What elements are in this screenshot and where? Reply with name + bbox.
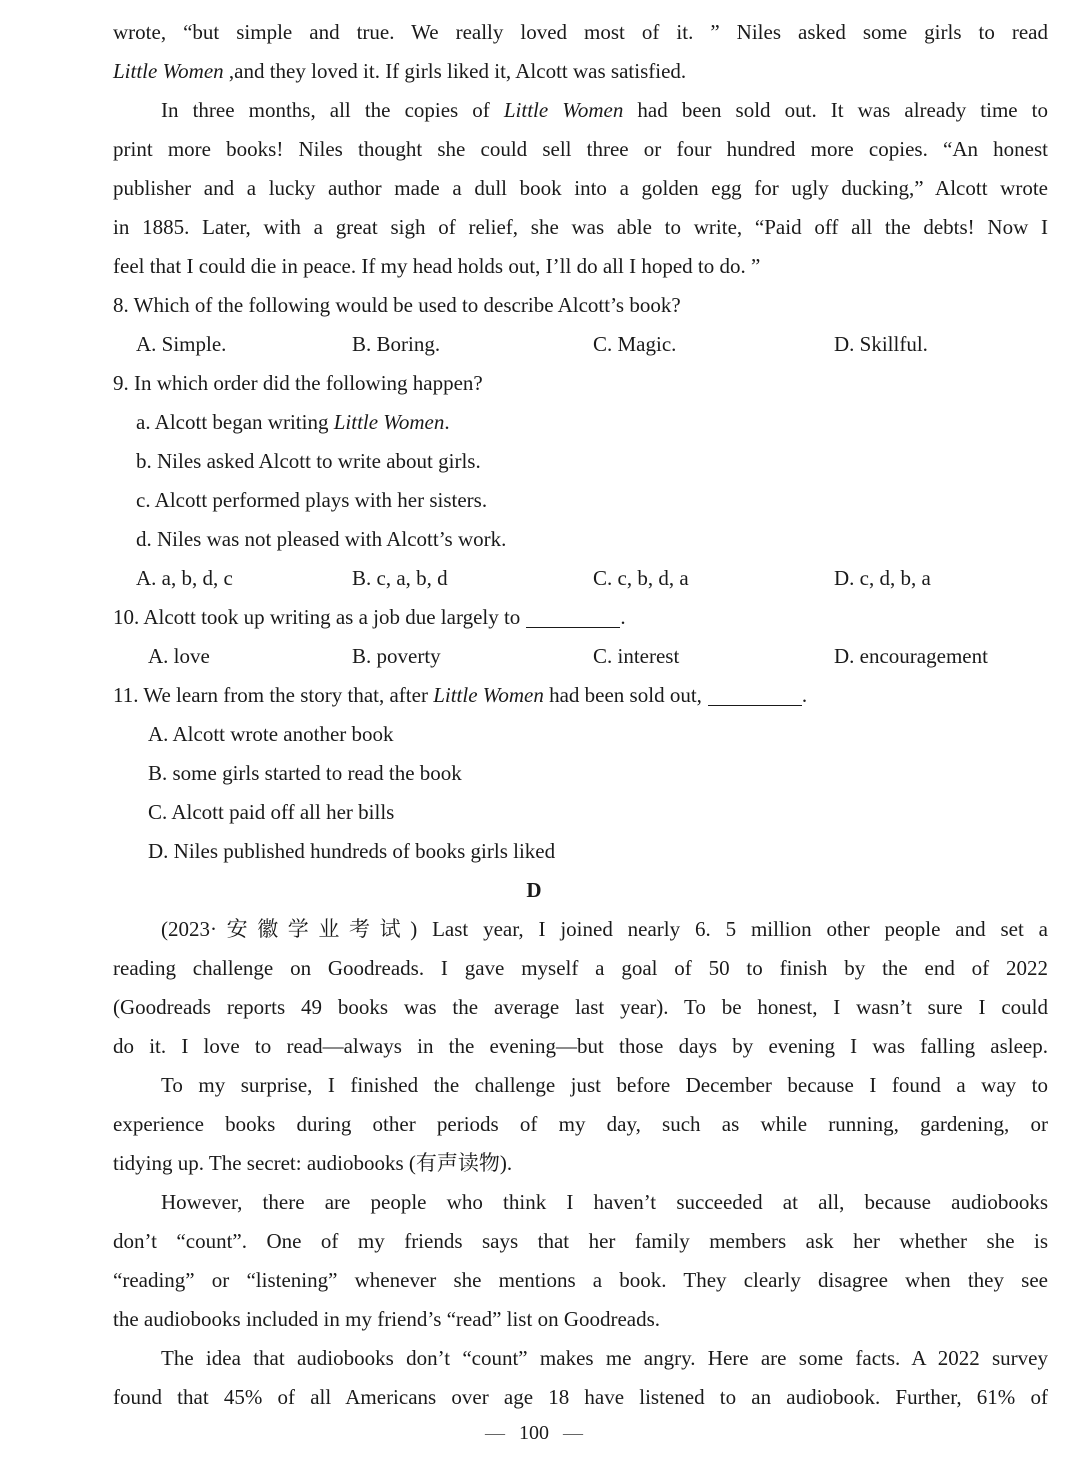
q10-option-a[interactable]: A. love	[148, 644, 210, 668]
book-title: Little Women	[433, 683, 544, 707]
answer-blank[interactable]	[526, 605, 620, 628]
passage-line: in 1885. Later, with a great sigh of relief, she was able to write, “Paid off all the debts! Now I	[113, 215, 1048, 239]
question-8-stem: 8. Which of the following would be used to describe Alcott’s book?	[113, 293, 681, 317]
q11-option-a[interactable]: A. Alcott wrote another book	[148, 722, 394, 746]
q10-option-c[interactable]: C. interest	[593, 644, 680, 668]
passage-line: don’t “count”. One of my friends says that her family members ask her whether she is	[113, 1229, 1048, 1253]
passage-line: However, there are people who think I haven’t succeeded at all, because audiobooks	[161, 1190, 1048, 1214]
q9-option-c[interactable]: C. c, b, d, a	[593, 566, 689, 590]
q9-item-c: c. Alcott performed plays with her sisters.	[136, 488, 488, 512]
q9-item-d: d. Niles was not pleased with Alcott’s work.	[136, 527, 507, 551]
passage-line: To my surprise, I finished the challenge just before December because I found a way to	[161, 1073, 1048, 1097]
question-9-stem: 9. In which order did the following happen?	[113, 371, 483, 395]
q10-option-b[interactable]: B. poverty	[352, 644, 441, 668]
passage-line: found that 45% of all Americans over age 18 have listened to an audiobook. Further, 61% of	[113, 1385, 1048, 1409]
q10-option-d[interactable]: D. encouragement	[834, 644, 988, 668]
answer-blank[interactable]	[708, 683, 802, 706]
passage-line: “reading” or “listening” whenever she mentions a book. They clearly disagree when they see	[113, 1268, 1048, 1292]
passage-line: In three months, all the copies of Little Women had been sold out. It was already time to	[161, 98, 1049, 122]
q8-option-d[interactable]: D. Skillful.	[834, 332, 928, 356]
q11-option-c[interactable]: C. Alcott paid off all her bills	[148, 800, 395, 824]
q8-option-b[interactable]: B. Boring.	[352, 332, 441, 356]
passage-line: wrote, “but simple and true. We really loved most of it. ” Niles asked some girls to read	[113, 20, 1048, 44]
passage-line: do it. I love to read—always in the evening—but those days by evening I was falling asleep.	[113, 1034, 1048, 1058]
question-10-stem: 10. Alcott took up writing as a job due largely to .	[113, 605, 626, 629]
passage-line: feel that I could die in peace. If my head holds out, I’ll do all I hoped to do. ”	[113, 254, 761, 278]
footer-dash: —	[485, 1422, 505, 1444]
q9-item-b: b. Niles asked Alcott to write about girls.	[136, 449, 481, 473]
q9-option-b[interactable]: B. c, a, b, d	[352, 566, 448, 590]
page-number: 100	[519, 1422, 549, 1444]
passage-line: (2023·安徽学业考试) Last year, I joined nearly 6. 5 million other people and set a	[161, 917, 1048, 941]
passage-line: publisher and a lucky author made a dull book into a golden egg for ugly ducking,” Alcott wrote	[113, 176, 1048, 200]
passage-line: the audiobooks included in my friend’s “read” list on Goodreads.	[113, 1307, 661, 1331]
passage-line: reading challenge on Goodreads. I gave myself a goal of 50 to finish by the end of 2022	[113, 956, 1048, 980]
q8-option-c[interactable]: C. Magic.	[593, 332, 677, 356]
question-11-stem: 11. We learn from the story that, after Little Women had been sold out, .	[113, 683, 808, 707]
passage-line: Little Women ,and they loved it. If girls liked it, Alcott was satisfied.	[113, 59, 687, 83]
footer-dash: —	[563, 1422, 583, 1444]
passage-line: The idea that audiobooks don’t “count” makes me angry. Here are some facts. A 2022 survey	[161, 1346, 1048, 1370]
passage-line: print more books! Niles thought she could sell three or four hundred more copies. “An honest	[113, 137, 1048, 161]
passage-line: (Goodreads reports 49 books was the average last year). To be honest, I wasn’t sure I could	[113, 995, 1048, 1019]
q11-option-b[interactable]: B. some girls started to read the book	[148, 761, 462, 785]
q11-option-d[interactable]: D. Niles published hundreds of books girls liked	[148, 839, 556, 863]
passage-line: experience books during other periods of my day, such as while running, gardening, or	[113, 1112, 1048, 1136]
book-title: Little Women	[113, 59, 224, 83]
section-d-title: D	[526, 878, 542, 902]
q9-item-a: a. Alcott began writing Little Women.	[136, 410, 450, 434]
book-title: Little Women	[333, 410, 445, 434]
q8-option-a[interactable]: A. Simple.	[136, 332, 227, 356]
passage-line: tidying up. The secret: audiobooks (有声读物).	[113, 1151, 513, 1175]
q9-option-a[interactable]: A. a, b, d, c	[136, 566, 233, 590]
page-footer	[0, 1418, 1068, 1448]
q9-option-d[interactable]: D. c, d, b, a	[834, 566, 931, 590]
book-title: Little Women	[503, 98, 624, 122]
